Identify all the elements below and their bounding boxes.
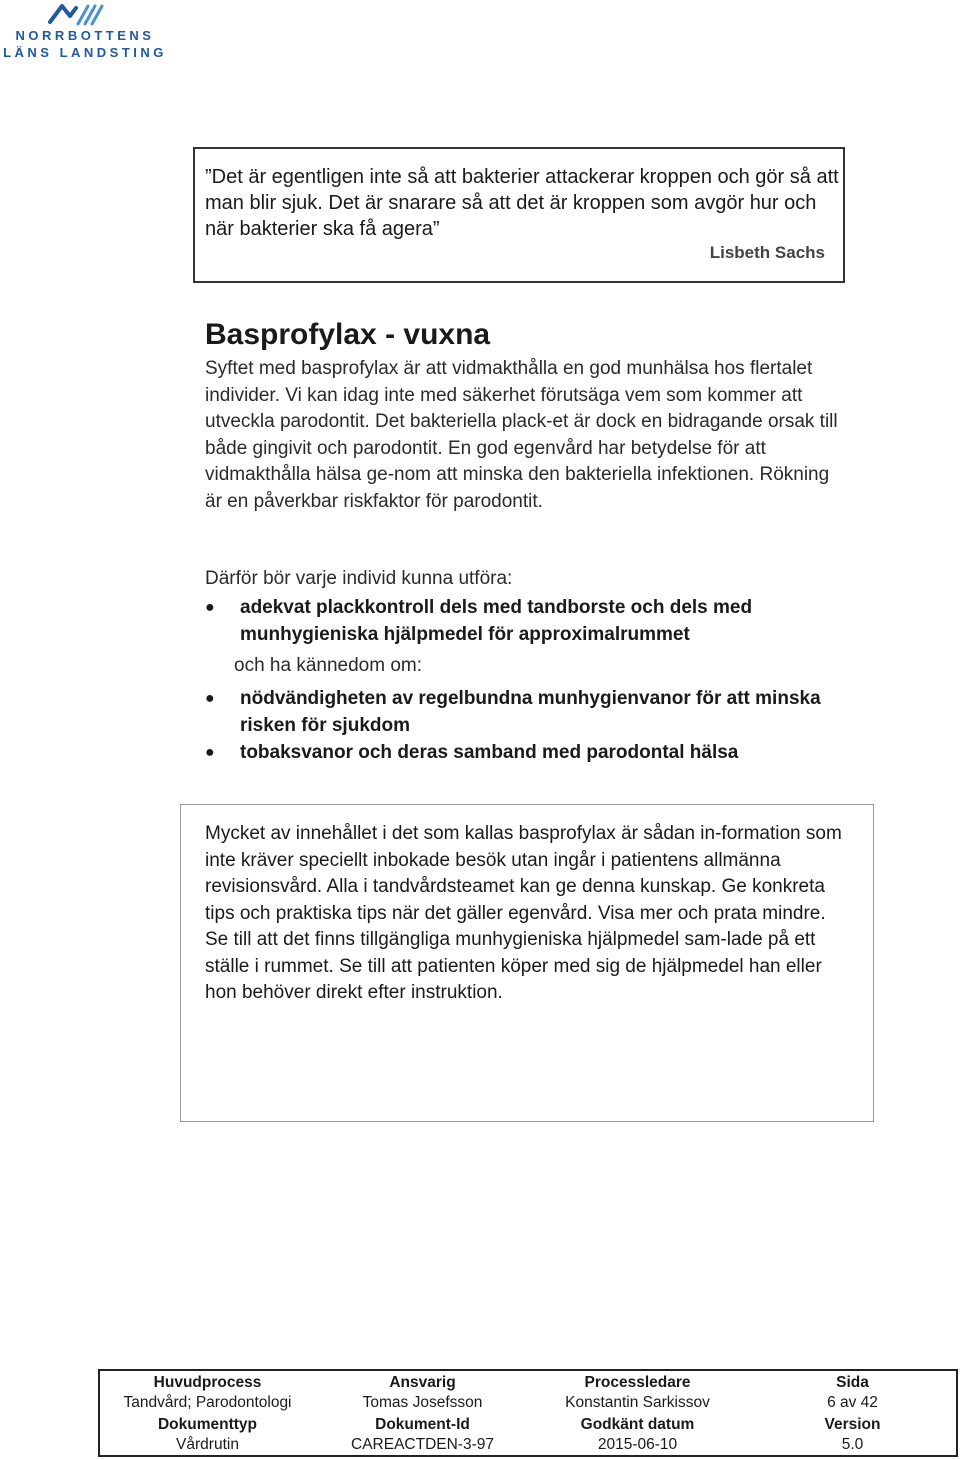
footer-label: Godkänt datum <box>580 1416 695 1433</box>
footer-label: Sida <box>836 1374 869 1391</box>
footer-value: 2015-06-10 <box>597 1436 678 1453</box>
quote-author: Lisbeth Sachs <box>709 243 825 262</box>
footer-value: 6 av 42 <box>827 1394 878 1411</box>
footer-label: Ansvarig <box>389 1374 456 1391</box>
footer-cell-ansvarig <box>315 1373 530 1413</box>
footer-value: CAREACTDEN-3-97 <box>351 1436 494 1453</box>
document-footer-table <box>98 1369 958 1457</box>
footer-cell-godkant <box>530 1415 745 1455</box>
footer-value: Vårdrutin <box>176 1436 239 1453</box>
quote-text: ”Det är egentligen inte så att bakterier attackerar kroppen och gör så att man blir sjuk. Det är snarare så att det är kroppen som avgör hur och när bakterier ska få agera” <box>205 166 839 240</box>
bullet-text: adekvat plackkontroll dels med tandborste och dels med munhygieniska hjälpmedel för approximalrummet <box>240 597 753 645</box>
footer-cell-huvudprocess <box>100 1373 315 1413</box>
organization-logo <box>0 0 170 64</box>
lead-text: Därför bör varje individ kunna utföra: <box>205 568 513 589</box>
footer-value: 5.0 <box>841 1436 864 1453</box>
bullet-dot-icon: ● <box>205 599 215 616</box>
bullet-text: nödvändigheten av regelbundna munhygienvanor för att minska risken för sjukdom <box>240 688 821 736</box>
logo-text-line2: LÄNS LANDSTING <box>3 45 167 60</box>
footer-label: Huvudprocess <box>153 1374 262 1391</box>
intro-paragraph: Syftet med basprofylax är att vidmakthålla en god munhälsa hos flertalet individer. Vi kan idag inte med säkerhet förutsäga vem som kommer att utveckla parodontit. Det bakteriella plack-et är dock en bidragande orsak till både gingivit och parodontit. En god egenvård har betydelse för att vidmakthålla hälsa ge-nom att minska den bakteriella infektionen. Rökning är en påverkbar riskfaktor för parodontit. <box>205 358 838 512</box>
bullet-dot-icon: ● <box>205 690 215 707</box>
footer-label: Version <box>824 1416 881 1433</box>
footer-cell-version <box>745 1415 960 1455</box>
bullet-dot-icon: ● <box>205 744 215 761</box>
section-heading: Basprofylax - vuxna <box>205 318 491 351</box>
tips-text: Mycket av innehållet i det som kallas basprofylax är sådan in-formation som inte kräver speciellt inbokade besök utan ingår i patientens allmänna revisionsvård. Alla i tandvårdsteamet kan ge denna kunskap. Ge konkreta tips och praktiska tips när det gäller egenvård. Visa mer och prata mindre. Se till att det finns tillgängliga munhygieniska hjälpmedel sam-lade på ett ställe i rummet. Se till att patienten köper med sig de hjälpmedel han eller hon behöver direkt efter instruktion. <box>205 823 842 1003</box>
mid-text: och ha kännedom om: <box>234 655 423 676</box>
footer-value: Konstantin Sarkissov <box>565 1394 710 1411</box>
footer-label: Dokumenttyp <box>157 1416 258 1433</box>
bullet-text: tobaksvanor och deras samband med parodontal hälsa <box>240 742 739 763</box>
footer-value: Tomas Josefsson <box>362 1394 483 1411</box>
footer-cell-dokumenttyp <box>100 1415 315 1455</box>
footer-cell-dokumentid <box>315 1415 530 1455</box>
footer-label: Dokument-Id <box>375 1416 470 1433</box>
logo-mark-icon <box>48 2 108 28</box>
footer-cell-sida <box>745 1373 960 1413</box>
logo-text-line1: NORRBOTTENS <box>15 28 155 43</box>
footer-value: Tandvård; Parodontologi <box>123 1394 292 1411</box>
footer-label: Processledare <box>584 1374 691 1391</box>
footer-cell-processledare <box>530 1373 745 1413</box>
